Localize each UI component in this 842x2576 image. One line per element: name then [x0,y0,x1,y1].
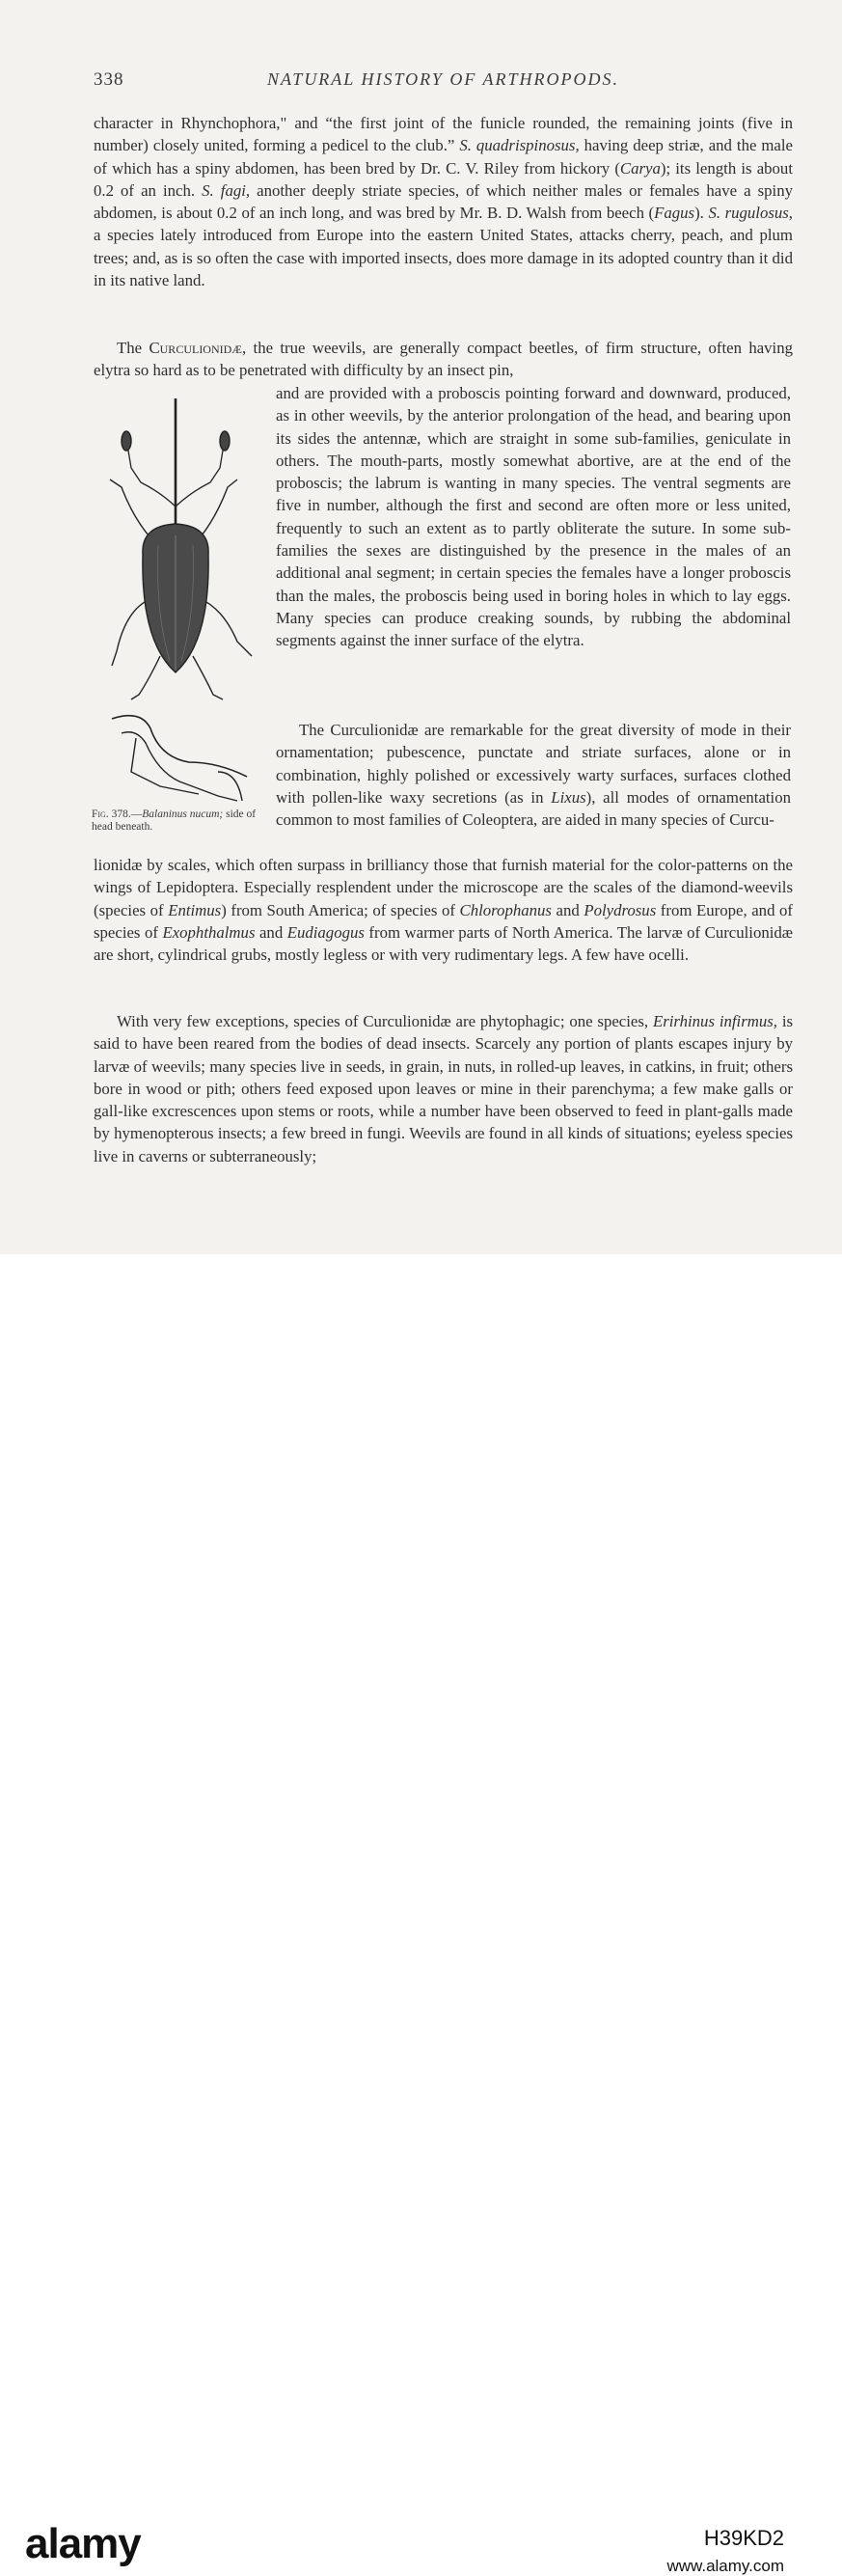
text-segment: having deep striæ, and the male of which has a spiny abdomen, has been bred by Dr. C. V. Riley from hickory ( [94,136,793,178]
text-segment: from Europe, and of species of [94,900,794,942]
paragraph-ornamentation [276,719,791,831]
text-segment: ) from South America; of species of [221,900,460,919]
figure-label: Fig. 378. [92,808,131,820]
paragraph-phytophagic [94,1010,793,1167]
page-header [94,69,793,96]
text-segment: character in Rhynchophora," and “the first joint of the funicle rounded, the remaining joints (five in number) closely united, forming a pedicel to the club.” [94,114,793,155]
text-segment: S. quadrispinosus, [459,136,580,155]
text-segment: Lixus [551,787,586,807]
text-segment: Fagus [654,204,695,223]
text-segment: is said to have been reared from the bodies of dead insects. Scarcely any portion of plants escapes injury by larvæ of weevils; many species live in seeds, in grain, in nuts, in rolled-up leaves, in catkins, in fruit; others bore in wood or pith; others feed exposed upon leaves or mine in their parenchyma; a few make galls or gall-like excrescences upon stems or roots, while a number have been observed to feed in plant-galls made by hymenopterous insects; a few breed in fungi. Weevils are found in all kinds of situations; eyeless species live in caverns or subterraneously; [94,1012,794,1165]
text-segment: Erirhinus infirmus, [652,1012,777,1030]
text-segment: lionidæ by scales, which often surpass in brilliancy those that furnish material for the color-patterns on the wings of Lepidoptera. Especially resplendent under the microscope are the scales of the diamond-weevils (species of [94,856,793,919]
figure-dash: — [130,808,143,820]
text-segment: , the true weevils, are generally compact beetles, of firm structure, often having elytra so hard as to be penetrated with difficulty by an insect pin, [94,339,793,380]
text-segment: and [255,922,287,942]
image-id: H39KD2 [703,2526,784,2550]
paragraph-scolytus-species [94,112,793,291]
text-segment: and [551,900,584,919]
figure-caption [92,808,263,834]
running-title: NATURAL HISTORY OF ARTHROPODS. [266,69,620,89]
text-segment: Exophthalmus [162,922,256,942]
text-segment: and are provided with a proboscis pointing forward and downward, produced, as in other weevils, by the anterior prolongation of the head, and bearing upon its sides the antennæ, which are straight in some sub-families, geniculate in others. The mouth-parts, mostly somewhat abortive, are at the end of the proboscis; the labrum is wanting in many species. The ventral segments are five in number, although the first and second are often more or less united, frequently to such an extent as to partly obliterate the suture. In some sub-families the sexes are distinguished by the presence in the males of an additional anal segment; in certain species the females have a longer proboscis than the males, the proboscis being used in boring holes in which to lay eggs. Many species can produce creaking sounds, by rubbing the abdominal segments against the inner surface of the elytra. [276,384,791,650]
text-segment: from warmer parts of North America. The larvæ of Curculionidæ are short, cylindrical grubs, mostly legless or with very rudimentary legs. A few have ocelli. [94,922,793,965]
text-segment: The Curculionidæ are remarkable for the great diversity of mode in their ornamentation; pubescence, punctate and striate surfaces, alone or in combination, highly polished or excessively warty surfaces, surfaces clothed with pollen-like waxy secretions (as in [276,721,791,807]
paragraph-curculionidae-intro [94,337,793,382]
weevil-illustration [102,391,261,815]
weevil-body-figure [110,398,252,801]
text-segment: ); its length is about 0.2 of an inch. [94,158,793,200]
text-segment: ). [694,204,709,223]
figure-species-name: Balaninus nucum; [142,808,224,820]
figure-description: side of head beneath. [92,808,257,833]
text-segment: Eudiagogus [286,922,365,942]
text-segment: Carya [619,158,661,178]
text-segment: Entimus [168,900,222,919]
book-page [0,0,842,1254]
text-segment: a species lately introduced from Europe into the eastern United States, attacks cherry, peach, and plum trees; and, as is so often the case with imported insects, does more damage in its adopted country than it did in its native land. [94,226,793,290]
text-segment: With very few exceptions, species of Curculionidæ are phytophagic; one species, [117,1012,653,1030]
paragraph-curculionidae-proboscis [276,382,791,652]
text-segment: S. fagi, [202,180,251,200]
alamy-logo: alamy [25,2520,141,2567]
site-url: www.alamy.com [666,2557,784,2575]
text-segment: Polydrosus [584,900,657,919]
paragraph-scales [94,854,793,966]
text-segment: S. rugulosus, [708,204,793,223]
text-segment: Chlorophanus [459,900,552,919]
text-segment: another deeply striate species, of which neither males or females have a spiny abdomen, is about 0.2 of an inch long, and was bred by Mr. B. D. Walsh from beech ( [94,180,793,223]
page-number: 338 [94,69,124,90]
text-segment: Curculionidæ [149,339,242,357]
text-segment: ), all modes of ornamentation common to most families of Coleoptera, are aided in many species of Curcu- [276,787,791,830]
watermark-bar [0,1254,842,2575]
text-segment: The [117,339,149,357]
